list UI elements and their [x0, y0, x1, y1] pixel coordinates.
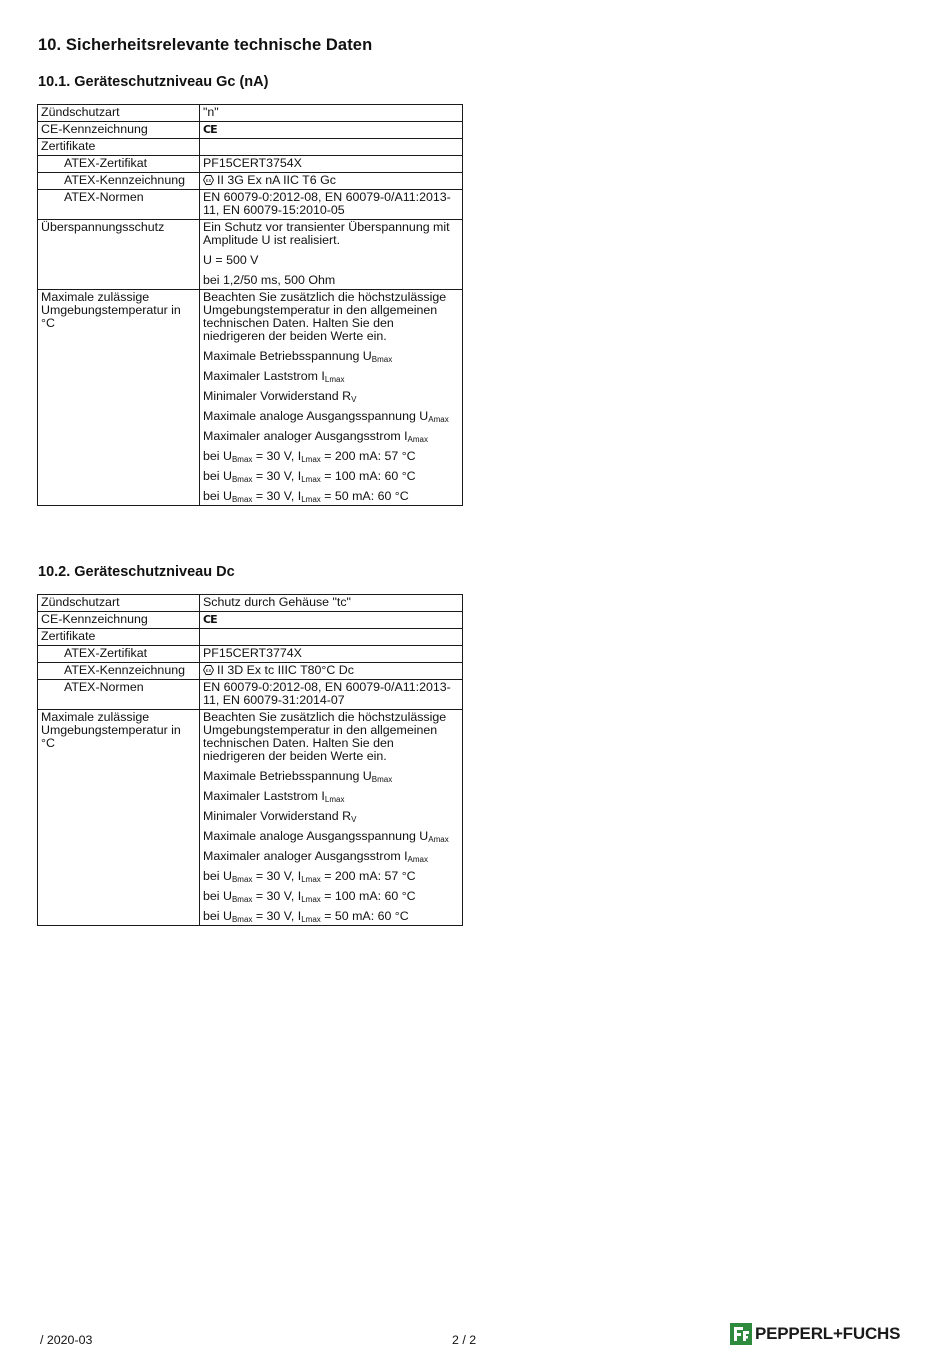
- value-paragraph: Maximaler analoger Ausgangsstrom $I_{Amax}$: [203, 849, 428, 864]
- brand-logo-icon: [730, 1323, 752, 1345]
- row-label: ATEX-Zertifikat: [38, 646, 200, 663]
- value-paragraph: Beachten Sie zusätzlich die höchstzulässige Umgebungstemperatur in den allgemeinen technischen Daten. Halten Sie den niedrigeren der beiden Werte ein.: [203, 290, 447, 343]
- row-value: [200, 612, 463, 629]
- table-row: [38, 156, 463, 173]
- row-value: [200, 629, 463, 646]
- table-row: [38, 122, 463, 139]
- row-label: Zündschutzart: [38, 595, 200, 612]
- atex-marking: II 3G Ex nA IIC T6 Gc: [217, 173, 336, 187]
- row-label: CE-Kennzeichnung: [38, 122, 200, 139]
- value-paragraph: bei $U_{Bmax} = 30$ V, $I_{Lmax} = 50$ mA: 60 °C: [203, 909, 409, 924]
- footer-date: / 2020-03: [40, 1333, 93, 1347]
- subsection-title-gc: 10.1. Geräteschutzniveau Gc (nA): [38, 74, 269, 90]
- row-value: [200, 290, 463, 506]
- row-value: [200, 710, 463, 926]
- row-label: ATEX-Zertifikat: [38, 156, 200, 173]
- table-row: [38, 105, 463, 122]
- table-row: [38, 680, 463, 710]
- svg-text:εx: εx: [205, 178, 212, 184]
- row-label: ATEX-Kennzeichnung: [38, 663, 200, 680]
- table-row: [38, 290, 463, 506]
- table-row: [38, 190, 463, 220]
- row-label: Maximale zulässige Umgebungstemperatur in °C: [38, 290, 200, 506]
- row-label: ATEX-Normen: [38, 190, 200, 220]
- value-paragraph: Minimaler Vorwiderstand $R_V$: [203, 809, 357, 824]
- row-value: PF15CERT3774X: [200, 646, 463, 663]
- row-label: Zertifikate: [38, 629, 200, 646]
- table-row: [38, 139, 463, 156]
- value-paragraph: Maximale analoge Ausgangsspannung $U_{Amax}$: [203, 409, 449, 424]
- value-paragraph: bei $U_{Bmax} = 30$ V, $I_{Lmax} = 100$ mA: 60 °C: [203, 469, 416, 484]
- row-label: ATEX-Normen: [38, 680, 200, 710]
- row-value: [200, 220, 463, 290]
- svg-text:εx: εx: [205, 668, 212, 674]
- ce-mark-icon: CE: [203, 123, 217, 136]
- row-label: CE-Kennzeichnung: [38, 612, 200, 629]
- brand-logo: [730, 1323, 900, 1345]
- table-row: [38, 612, 463, 629]
- row-label: Zertifikate: [38, 139, 200, 156]
- row-label: Überspannungsschutz: [38, 220, 200, 290]
- row-label: Zündschutzart: [38, 105, 200, 122]
- table-row: [38, 220, 463, 290]
- value-paragraph: Ein Schutz vor transienter Überspannung mit Amplitude U ist realisiert.: [203, 220, 450, 247]
- value-paragraph: bei $U_{Bmax} = 30$ V, $I_{Lmax} = 200$ mA: 57 °C: [203, 869, 416, 884]
- spec-table-dc: [37, 594, 463, 926]
- row-value: [200, 139, 463, 156]
- row-label: ATEX-Kennzeichnung: [38, 173, 200, 190]
- value-paragraph: Beachten Sie zusätzlich die höchstzulässige Umgebungstemperatur in den allgemeinen technischen Daten. Halten Sie den niedrigeren der beiden Werte ein.: [203, 710, 447, 763]
- row-value: [200, 663, 463, 680]
- value-paragraph: Maximale Betriebsspannung $U_{Bmax}$: [203, 349, 393, 364]
- row-value: EN 60079-0:2012-08, EN 60079-0/A11:2013-11, EN 60079-31:2014-07: [200, 680, 463, 710]
- table-row: [38, 710, 463, 926]
- value-paragraph: Maximaler Laststrom $I_{Lmax}$: [203, 789, 345, 804]
- spec-table-gc: [37, 104, 463, 506]
- table-row: [38, 629, 463, 646]
- value-paragraph: Maximaler analoger Ausgangsstrom $I_{Amax}$: [203, 429, 428, 444]
- page-number: 2 / 2: [452, 1333, 477, 1347]
- value-paragraph: Minimaler Vorwiderstand $R_V$: [203, 389, 357, 404]
- section-title: 10. Sicherheitsrelevante technische Daten: [38, 36, 373, 54]
- row-value: [200, 122, 463, 139]
- table-row: [38, 173, 463, 190]
- value-paragraph: bei $U_{Bmax} = 30$ V, $I_{Lmax} = 100$ mA: 60 °C: [203, 889, 416, 904]
- ex-hexagon-icon: [203, 175, 214, 185]
- value-paragraph: Maximaler Laststrom $I_{Lmax}$: [203, 369, 345, 384]
- row-value: PF15CERT3754X: [200, 156, 463, 173]
- row-value: [200, 173, 463, 190]
- row-value: Schutz durch Gehäuse "tc": [200, 595, 463, 612]
- value-paragraph: U = 500 V: [203, 253, 259, 267]
- brand-name: PEPPERL+FUCHS: [755, 1324, 901, 1343]
- ce-mark-icon: CE: [203, 613, 217, 626]
- table-row: [38, 663, 463, 680]
- value-paragraph: Maximale Betriebsspannung $U_{Bmax}$: [203, 769, 393, 784]
- value-paragraph: Maximale analoge Ausgangsspannung $U_{Amax}$: [203, 829, 449, 844]
- ex-hexagon-icon: [203, 665, 214, 675]
- value-paragraph: bei $U_{Bmax} = 30$ V, $I_{Lmax} = 50$ mA: 60 °C: [203, 489, 409, 504]
- atex-marking: II 3D Ex tc IIIC T80°C Dc: [217, 663, 354, 677]
- value-paragraph: bei $U_{Bmax} = 30$ V, $I_{Lmax} = 200$ mA: 57 °C: [203, 449, 416, 464]
- row-value: "n": [200, 105, 463, 122]
- value-paragraph: bei 1,2/50 ms, 500 Ohm: [203, 273, 336, 287]
- table-row: [38, 646, 463, 663]
- row-label: Maximale zulässige Umgebungstemperatur in °C: [38, 710, 200, 926]
- subsection-title-dc: 10.2. Geräteschutzniveau Dc: [38, 564, 235, 580]
- row-value: EN 60079-0:2012-08, EN 60079-0/A11:2013-11, EN 60079-15:2010-05: [200, 190, 463, 220]
- table-row: [38, 595, 463, 612]
